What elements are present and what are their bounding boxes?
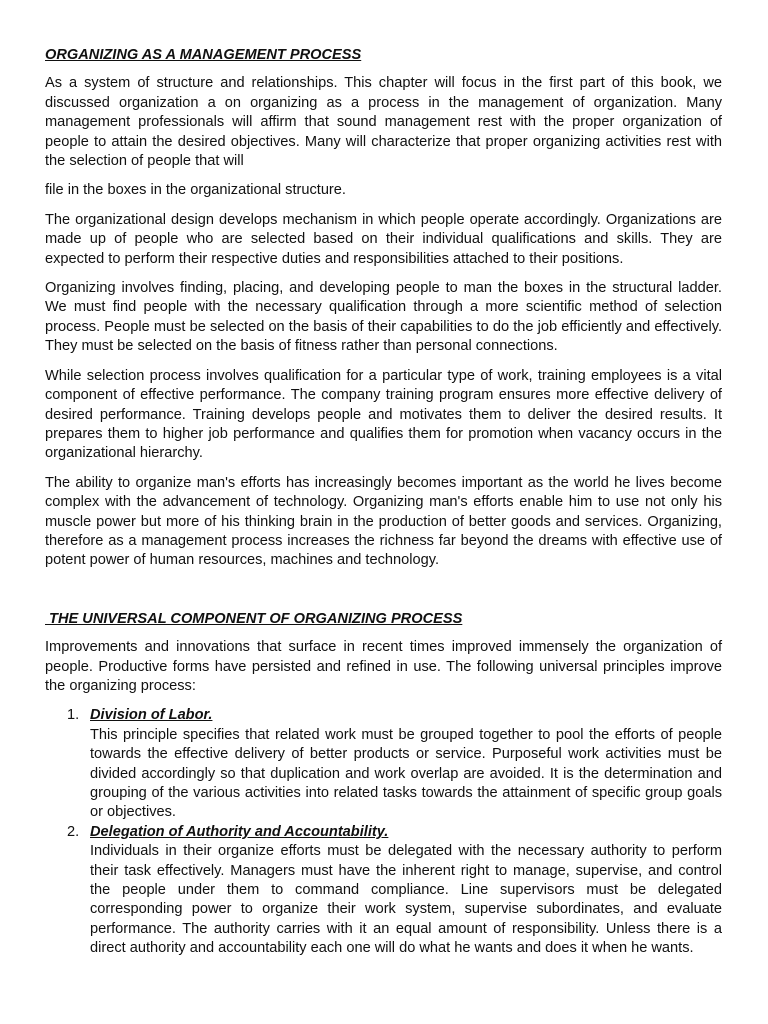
list-item-body: This principle specifies that related work must be grouped together to pool the efforts of people towards the effective delivery of better products or service. Purposeful work activities must be divided accordingly so that duplication and work overlap are avoided. It is the determination and grouping of the various activities into related tasks towards the attainment of specific group goals or objectives. xyxy=(90,726,722,821)
paragraph-boxes: file in the boxes in the organizational structure. xyxy=(45,182,346,199)
principles-list xyxy=(45,706,722,958)
paragraph-design: The organizational design develops mechanism in which people operate accordingly. Organizations are made up of people who are selected based on their individual qualifications and skills. They are expected to perform their respective duties and responsibilities attached to their positions. xyxy=(45,211,722,267)
section-heading-universal: THE UNIVERSAL COMPONENT OF ORGANIZING PROCESS xyxy=(45,610,463,627)
paragraph-ability: The ability to organize man's efforts has increasingly becomes important as the world he lives become complex with the advancement of technology. Organizing man's efforts enable him to use not only his muscle power but more of his thinking brain in the production of better goods and services. Organizing, therefore as a management process increases the richness far beyond the dreams with effective use of potent power of human resources, machines and technology. xyxy=(45,474,722,569)
paragraph-finding: Organizing involves finding, placing, and developing people to man the boxes in the structural ladder. We must find people with the necessary qualification through a more scientific method of selection process. People must be selected on the basis of their capabilities to do the job efficiently and effectively. They must be selected on the basis of fitness rather than personal connections. xyxy=(45,280,722,355)
list-item-body: Individuals in their organize efforts must be delegated with the necessary authority to perform their task effectively. Managers must have the inherent right to manage, supervise, and control the people under them to command compliance. Line supervisors must be delegated corresponding power to organize their work system, supervise subordinates, and evaluate performance. The authority carries with it an equal amount of responsibility. Unless there is a direct authority and accountability each one will do what he wants and does it when he wants. xyxy=(90,843,722,957)
list-item xyxy=(67,823,722,959)
section-heading-organizing: ORGANIZING AS A MANAGEMENT PROCESS xyxy=(45,47,362,63)
list-item-number: 2. xyxy=(67,823,80,840)
list-item xyxy=(67,706,722,822)
paragraph-training: While selection process involves qualification for a particular type of work, training employees is a vital component of effective performance. The company training program ensures more effective delivery of desired performance. Training develops people and motivates them to deliver the desired results. It prepares them to higher job performance and qualifies them for promotion when vacancy occurs in the organizational hierarchy. xyxy=(45,367,722,462)
list-item-title: Division of Labor. xyxy=(90,707,213,724)
list-item-number: 1. xyxy=(67,707,80,724)
list-item-title: Delegation of Authority and Accountability. xyxy=(90,823,389,840)
document-page xyxy=(45,46,722,959)
paragraph-intro: As a system of structure and relationships. This chapter will focus in the first part of this book, we discussed organization a on organizing as a process in the management of organization. Many management professionals will affirm that sound management rest with the proper organization of people to attain the desired objectives. Many will characterize that proper organizing activities rest with the selection of people that will xyxy=(45,75,722,170)
paragraph-improvements: Improvements and innovations that surface in recent times improved immensely the organization of people. Productive forms have persisted and refined in use. The following universal principles improve the organizing process: xyxy=(45,639,722,694)
